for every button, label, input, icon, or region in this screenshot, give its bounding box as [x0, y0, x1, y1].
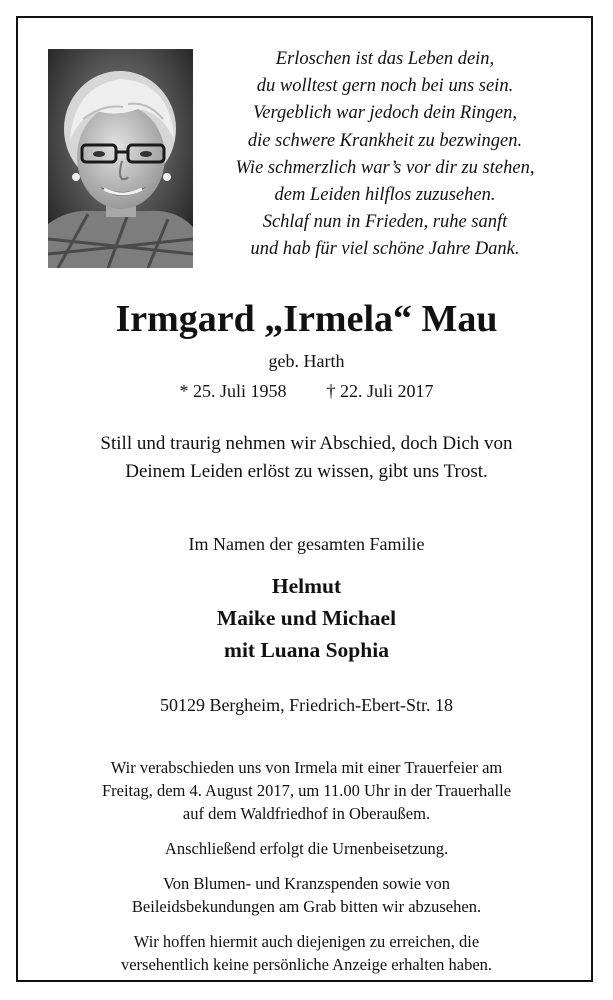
death-date: † 22. Juli 2017: [326, 381, 434, 401]
funeral-details: [18, 744, 595, 988]
family-members: [18, 570, 595, 666]
poem-line: und hab für viel schöne Jahre Dank.: [250, 239, 520, 260]
poem-line: Vergeblich war jedoch dein Ringen,: [253, 103, 517, 124]
poem-line: Wie schmerzlich war’s vor dir zu stehen,: [235, 157, 535, 178]
family-member: Helmut: [271, 574, 342, 598]
poem-line: die schwere Krankheit zu bezwingen.: [247, 130, 523, 151]
deceased-name: Irmgard „Irmela“ Mau: [115, 298, 498, 340]
poem-line: Erloschen ist das Leben dein,: [275, 49, 495, 69]
life-dates: [18, 380, 595, 402]
poem-line: Schlaf nun in Frieden, ruhe sanft: [262, 212, 508, 233]
poem-line: du wolltest gern noch bei uns sein.: [256, 76, 514, 97]
poem-line: dem Leiden hilflos zuzusehen.: [274, 185, 496, 206]
family-intro: Im Namen der gesamten Familie: [188, 534, 425, 554]
family-address: 50129 Bergheim, Friedrich-Ebert-Str. 18: [159, 695, 454, 715]
details-line: versehentlich keine persönliche Anzeige erhalten haben.: [120, 955, 493, 974]
farewell-line: Deinem Leiden erlöst zu wissen, gibt uns Trost.: [125, 461, 488, 482]
memorial-poem: [200, 46, 570, 264]
details-line: Wir verabschieden uns von Irmela mit einer Trauerfeier am: [110, 758, 503, 777]
details-line: Anschließend erfolgt die Urnenbeisetzung.: [164, 839, 449, 858]
farewell-line: Still und traurig nehmen wir Abschied, doch Dich von: [100, 433, 513, 454]
portrait-photo: [48, 49, 193, 268]
details-line: Von Blumen- und Kranzspenden sowie von: [162, 874, 451, 893]
family-member: mit Luana Sophia: [224, 638, 389, 662]
farewell-text: [18, 430, 595, 486]
details-line: Beileidsbekundungen am Grab bitten wir abzusehen.: [131, 897, 482, 916]
family-member: Maike und Michael: [216, 606, 397, 630]
details-line: auf dem Waldfriedhof in Oberaußem.: [182, 804, 431, 823]
details-line: Wir hoffen hiermit auch diejenigen zu erreichen, die: [133, 932, 480, 951]
details-line: Freitag, dem 4. August 2017, um 11.00 Uhr in der Trauerhalle: [101, 781, 512, 800]
birth-name: geb. Harth: [268, 351, 345, 371]
birth-date: * 25. Juli 1958: [179, 381, 287, 401]
